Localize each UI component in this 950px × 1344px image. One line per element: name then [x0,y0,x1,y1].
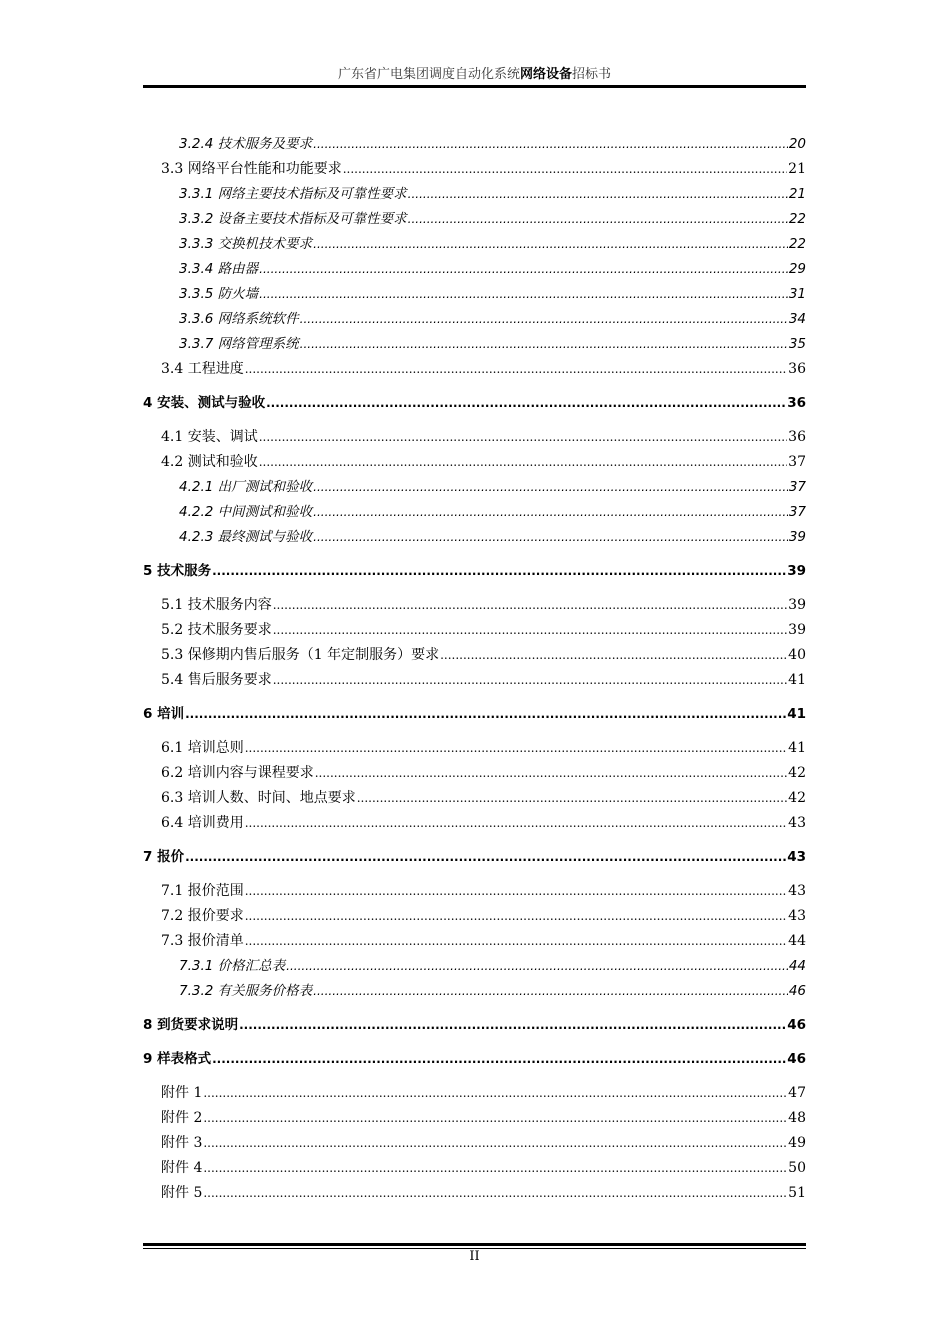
toc-entry[interactable] [143,153,806,178]
toc-leader-dots [212,1050,786,1068]
toc-entry[interactable] [143,900,806,925]
toc-leader-dots [245,882,787,900]
toc-entry[interactable] [143,328,806,353]
toc-entry-page: 49 [788,1135,806,1151]
toc-entry[interactable] [143,228,806,253]
toc-entry-title: 3.3.4 路由器 [179,261,259,277]
toc-entry-page: 43 [788,908,806,924]
toc-entry-page: 50 [788,1160,806,1176]
toc-leader-dots [245,814,787,832]
toc-leader-dots [203,1159,787,1177]
toc-entry-page: 39 [788,529,806,545]
toc-entry-title: 7 报价 [143,849,185,865]
toc-entry[interactable] [143,807,806,832]
toc-entry-page: 44 [788,958,806,974]
toc-entry-page: 37 [788,454,806,470]
toc-entry[interactable] [143,757,806,782]
toc-leader-dots [300,310,788,328]
toc-entry-title: 4.2.1 出厂测试和验收 [179,479,313,495]
toc-leader-dots [408,210,788,228]
toc-entry[interactable] [143,698,806,723]
toc-entry-title: 7.3.1 价格汇总表 [179,958,286,974]
toc-entry-page: 31 [788,286,806,302]
toc-entry-page: 37 [788,504,806,520]
toc-entry-title: 6.2 培训内容与课程要求 [161,765,314,781]
page-number: II [469,1249,480,1264]
toc-entry[interactable] [143,128,806,153]
toc-leader-dots [315,764,787,782]
toc-entry-page: 39 [788,597,806,613]
toc-entry-page: 21 [788,186,806,202]
toc-entry[interactable] [143,639,806,664]
toc-entry-page: 20 [788,136,806,152]
toc-entry[interactable] [143,178,806,203]
toc-entry[interactable] [143,555,806,580]
toc-entry-title: 6 培训 [143,706,185,722]
toc-entry-title: 6.1 培训总则 [161,740,244,756]
toc-leader-dots [245,907,787,925]
toc-entry[interactable] [143,203,806,228]
toc-entry[interactable] [143,1127,806,1152]
toc-entry-page: 36 [788,361,806,377]
toc-leader-dots [313,528,788,546]
toc-leader-dots [313,478,788,496]
toc-entry-title: 3.2.4 技术服务及要求 [179,136,313,152]
toc-entry-title: 3.3.1 网络主要技术指标及可靠性要求 [179,186,407,202]
toc-entry-title: 7.2 报价要求 [161,908,244,924]
toc-entry-title: 4.1 安装、调试 [161,429,258,445]
toc-entry-page: 43 [787,849,806,865]
toc-entry-page: 46 [787,1017,806,1033]
toc-leader-dots [203,1134,787,1152]
toc-leader-dots [203,1109,787,1127]
page-header [143,66,806,84]
toc-entry[interactable] [143,589,806,614]
toc-entry[interactable] [143,614,806,639]
toc-entry-page: 39 [787,563,806,579]
toc-leader-dots [259,428,787,446]
toc-entry-title: 8 到货要求说明 [143,1017,239,1033]
toc-entry-title: 3.3.2 设备主要技术指标及可靠性要求 [179,211,407,227]
toc-entry[interactable] [143,1152,806,1177]
toc-entry[interactable] [143,253,806,278]
toc-entry[interactable] [143,1043,806,1068]
header-rule [143,85,806,88]
toc-entry-title: 3.3 网络平台性能和功能要求 [161,161,342,177]
toc-entry-page: 36 [788,429,806,445]
toc-entry[interactable] [143,1009,806,1034]
toc-entry-page: 41 [788,740,806,756]
toc-leader-dots [185,705,786,723]
toc-entry-page: 42 [788,765,806,781]
toc-leader-dots [185,848,786,866]
toc-entry-title: 附件 1 [161,1085,203,1101]
toc-entry-title: 5.1 技术服务内容 [161,597,272,613]
toc-entry-title: 附件 4 [161,1160,203,1176]
toc-entry[interactable] [143,782,806,807]
toc-entry-title: 6.3 培训人数、时间、地点要求 [161,790,356,806]
toc-leader-dots [239,1016,786,1034]
toc-entry-title: 7.3.2 有关服务价格表 [179,983,313,999]
toc-entry[interactable] [143,387,806,412]
toc-entry[interactable] [143,1177,806,1202]
toc-leader-dots [203,1184,787,1202]
toc-entry-page: 46 [787,1051,806,1067]
toc-entry-title: 3.3.6 网络系统软件 [179,311,299,327]
toc-entry[interactable] [143,421,806,446]
toc-entry-page: 51 [788,1185,806,1201]
toc-leader-dots [300,335,788,353]
toc-entry-title: 附件 5 [161,1185,203,1201]
toc-entry-page: 47 [788,1085,806,1101]
toc-entry[interactable] [143,521,806,546]
toc-entry[interactable] [143,1102,806,1127]
header-title-prefix: 广东省广电集团调度自动化系统 [337,67,520,82]
toc-entry[interactable] [143,732,806,757]
toc-entry[interactable] [143,1077,806,1102]
toc-entry-page: 37 [788,479,806,495]
toc-entry-title: 9 样表格式 [143,1051,212,1067]
toc-entry-title: 4 安装、测试与验收 [143,395,266,411]
toc-leader-dots [313,503,788,521]
toc-leader-dots [212,562,786,580]
toc-leader-dots [408,185,788,203]
toc-leader-dots [343,160,787,178]
toc-leader-dots [313,235,788,253]
toc-leader-dots [259,285,788,303]
footer-rule-thick [143,1243,806,1246]
toc-leader-dots [273,596,787,614]
toc-entry-page: 39 [788,622,806,638]
toc-entry-title: 附件 2 [161,1110,203,1126]
toc-entry[interactable] [143,664,806,689]
toc-entry-title: 6.4 培训费用 [161,815,244,831]
toc-leader-dots [259,260,788,278]
toc-entry[interactable] [143,975,806,1000]
toc-entry-page: 34 [788,311,806,327]
toc-leader-dots [259,453,787,471]
toc-entry-title: 4.2 测试和验收 [161,454,258,470]
toc-entry[interactable] [143,353,806,378]
toc-leader-dots [357,789,787,807]
toc-entry-title: 5.2 技术服务要求 [161,622,272,638]
toc-entry[interactable] [143,303,806,328]
toc-entry-title: 7.3 报价清单 [161,933,244,949]
toc-entry-page: 22 [788,236,806,252]
toc-entry-page: 42 [788,790,806,806]
toc-entry[interactable] [143,925,806,950]
toc-entry-page: 46 [788,983,806,999]
toc-entry-title: 3.4 工程进度 [161,361,244,377]
toc-entry-title: 3.3.3 交换机技术要求 [179,236,313,252]
toc-entry[interactable] [143,496,806,521]
toc-leader-dots [203,1084,787,1102]
toc-entry-page: 41 [788,672,806,688]
toc-entry-page: 43 [788,883,806,899]
toc-entry-page: 29 [788,261,806,277]
toc-leader-dots [313,982,788,1000]
toc-entry-title: 4.2.3 最终测试与验收 [179,529,313,545]
toc-entry-page: 35 [788,336,806,352]
header-title-suffix: 招标书 [572,67,612,82]
toc-leader-dots [273,621,787,639]
header-title-bold: 网络设备 [519,67,572,82]
toc-entry-title: 5.4 售后服务要求 [161,672,272,688]
toc-leader-dots [313,135,788,153]
toc-entry-page: 40 [788,647,806,663]
toc-entry-title: 5 技术服务 [143,563,212,579]
toc-leader-dots [273,671,787,689]
toc-entry[interactable] [143,446,806,471]
toc-entry-page: 48 [788,1110,806,1126]
toc-entry-title: 7.1 报价范围 [161,883,244,899]
toc-entry-title: 5.3 保修期内售后服务（1 年定制服务）要求 [161,647,440,663]
toc-leader-dots [245,360,787,378]
toc-entry-page: 43 [788,815,806,831]
toc-leader-dots [440,646,787,664]
toc-leader-dots [245,739,787,757]
toc-entry-page: 22 [788,211,806,227]
toc-leader-dots [286,957,788,975]
toc-leader-dots [245,932,787,950]
toc-leader-dots [266,394,786,412]
toc-entry[interactable] [143,278,806,303]
toc-entry-title: 附件 3 [161,1135,203,1151]
toc-entry-page: 44 [788,933,806,949]
toc-entry-page: 36 [787,395,806,411]
table-of-contents [143,128,806,1202]
toc-entry[interactable] [143,950,806,975]
toc-entry-page: 21 [788,161,806,177]
toc-entry[interactable] [143,875,806,900]
toc-entry[interactable] [143,841,806,866]
toc-entry-page: 41 [787,706,806,722]
toc-entry-title: 3.3.7 网络管理系统 [179,336,299,352]
toc-entry-title: 4.2.2 中间测试和验收 [179,504,313,520]
toc-entry[interactable] [143,471,806,496]
toc-entry-title: 3.3.5 防火墙 [179,286,259,302]
